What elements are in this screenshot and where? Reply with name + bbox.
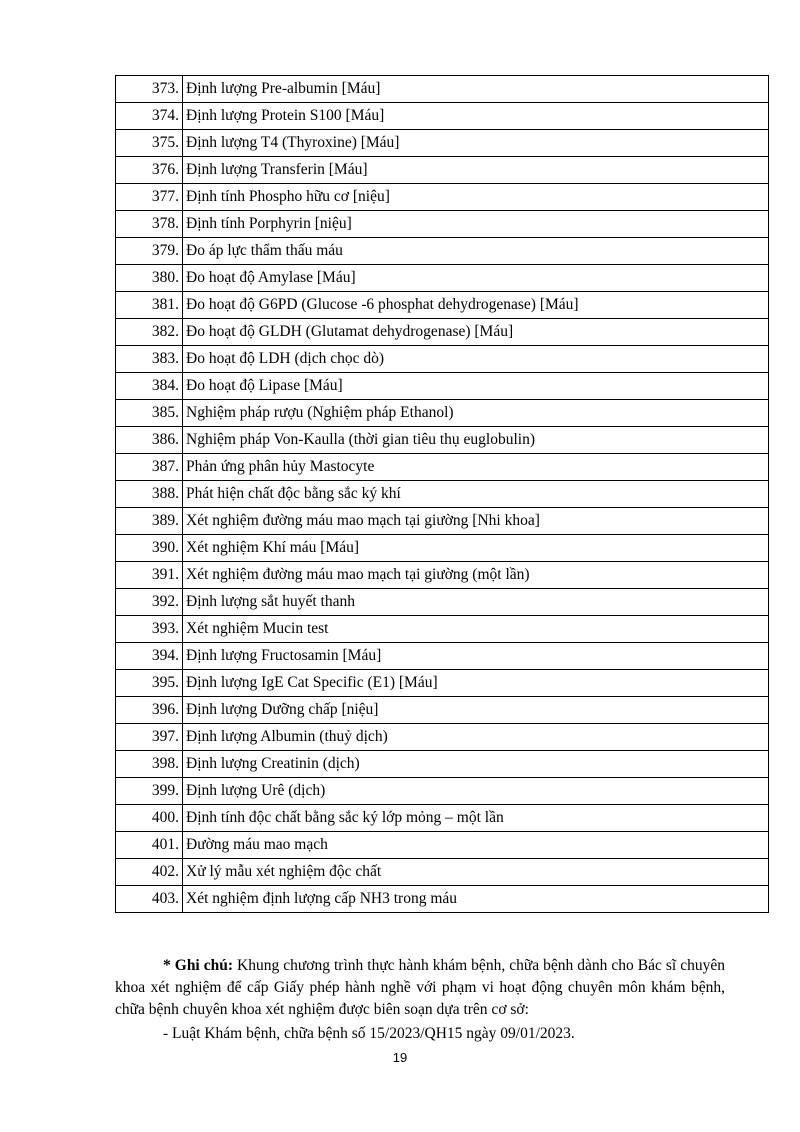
row-procedure-name: Định tính Porphyrin [niệu] <box>183 211 769 238</box>
row-procedure-name: Xét nghiệm định lượng cấp NH3 trong máu <box>183 886 769 913</box>
row-number: 378. <box>116 211 183 238</box>
row-procedure-name: Đo áp lực thẩm thấu máu <box>183 238 769 265</box>
table-row <box>116 832 769 859</box>
row-number: 382. <box>116 319 183 346</box>
row-number: 390. <box>116 535 183 562</box>
row-procedure-name: Định lượng Creatinin (dịch) <box>183 751 769 778</box>
table-row <box>116 886 769 913</box>
table-row <box>116 319 769 346</box>
row-number: 387. <box>116 454 183 481</box>
procedure-table-body <box>116 76 769 913</box>
table-row <box>116 643 769 670</box>
row-procedure-name: Xét nghiệm đường máu mao mạch tại giường [Nhi khoa] <box>183 508 769 535</box>
row-number: 392. <box>116 589 183 616</box>
row-number: 394. <box>116 643 183 670</box>
note-text: Khung chương trình thực hành khám bệnh, chữa bệnh dành cho Bác sĩ chuyên khoa xét nghiệm để cấp Giấy phép hành nghề với phạm vi hoạt động chuyên môn khám bệnh, chữa bệnh chuyên khoa xét nghiệm được biên soạn dựa trên cơ sở: <box>115 957 725 1018</box>
row-number: 385. <box>116 400 183 427</box>
table-row <box>116 373 769 400</box>
row-number: 379. <box>116 238 183 265</box>
table-row <box>116 481 769 508</box>
row-procedure-name: Xét nghiệm Mucin test <box>183 616 769 643</box>
row-number: 393. <box>116 616 183 643</box>
table-row <box>116 859 769 886</box>
row-procedure-name: Định tính Phospho hữu cơ [niệu] <box>183 184 769 211</box>
row-number: 395. <box>116 670 183 697</box>
table-row <box>116 805 769 832</box>
row-number: 403. <box>116 886 183 913</box>
table-row <box>116 346 769 373</box>
note-label: * Ghi chú: <box>163 957 234 974</box>
row-number: 402. <box>116 859 183 886</box>
row-procedure-name: Đo hoạt độ Amylase [Máu] <box>183 265 769 292</box>
row-number: 374. <box>116 103 183 130</box>
row-number: 398. <box>116 751 183 778</box>
note-section <box>115 955 725 1045</box>
table-row <box>116 400 769 427</box>
row-number: 373. <box>116 76 183 103</box>
table-row <box>116 130 769 157</box>
table-row <box>116 238 769 265</box>
row-number: 386. <box>116 427 183 454</box>
row-procedure-name: Đường máu mao mạch <box>183 832 769 859</box>
table-row <box>116 778 769 805</box>
table-row <box>116 562 769 589</box>
row-procedure-name: Định lượng Albumin (thuỷ dịch) <box>183 724 769 751</box>
row-number: 396. <box>116 697 183 724</box>
note-paragraph <box>115 955 725 1021</box>
note-bullet: - Luật Khám bệnh, chữa bệnh số 15/2023/QH15 ngày 09/01/2023. <box>163 1025 575 1042</box>
row-procedure-name: Xét nghiệm đường máu mao mạch tại giường (một lần) <box>183 562 769 589</box>
row-procedure-name: Phản ứng phân hủy Mastocyte <box>183 454 769 481</box>
row-procedure-name: Định lượng Urê (dịch) <box>183 778 769 805</box>
row-procedure-name: Đo hoạt độ LDH (dịch chọc dò) <box>183 346 769 373</box>
table-row <box>116 265 769 292</box>
row-procedure-name: Phát hiện chất độc bằng sắc ký khí <box>183 481 769 508</box>
row-number: 380. <box>116 265 183 292</box>
row-procedure-name: Nghiệm pháp rượu (Nghiệm pháp Ethanol) <box>183 400 769 427</box>
row-number: 384. <box>116 373 183 400</box>
row-procedure-name: Định lượng Transferin [Máu] <box>183 157 769 184</box>
row-number: 377. <box>116 184 183 211</box>
row-number: 400. <box>116 805 183 832</box>
table-row <box>116 184 769 211</box>
table-row <box>116 535 769 562</box>
row-procedure-name: Định lượng Protein S100 [Máu] <box>183 103 769 130</box>
table-row <box>116 427 769 454</box>
table-row <box>116 157 769 184</box>
table-row <box>116 76 769 103</box>
row-number: 376. <box>116 157 183 184</box>
row-procedure-name: Đo hoạt độ GLDH (Glutamat dehydrogenase) [Máu] <box>183 319 769 346</box>
table-row <box>116 292 769 319</box>
row-procedure-name: Định lượng IgE Cat Specific (E1) [Máu] <box>183 670 769 697</box>
table-row <box>116 589 769 616</box>
row-number: 375. <box>116 130 183 157</box>
row-procedure-name: Định lượng sắt huyết thanh <box>183 589 769 616</box>
table-row <box>116 697 769 724</box>
table-row <box>116 724 769 751</box>
row-procedure-name: Nghiệm pháp Von-Kaulla (thời gian tiêu thụ euglobulin) <box>183 427 769 454</box>
row-procedure-name: Đo hoạt độ Lipase [Máu] <box>183 373 769 400</box>
row-number: 401. <box>116 832 183 859</box>
row-number: 383. <box>116 346 183 373</box>
row-number: 388. <box>116 481 183 508</box>
row-procedure-name: Định lượng Pre-albumin [Máu] <box>183 76 769 103</box>
table-row <box>116 211 769 238</box>
row-procedure-name: Định tính độc chất bằng sắc ký lớp mỏng – một lần <box>183 805 769 832</box>
row-procedure-name: Đo hoạt độ G6PD (Glucose -6 phosphat dehydrogenase) [Máu] <box>183 292 769 319</box>
table-row <box>116 616 769 643</box>
row-number: 391. <box>116 562 183 589</box>
row-number: 381. <box>116 292 183 319</box>
table-row <box>116 751 769 778</box>
row-procedure-name: Định lượng Fructosamin [Máu] <box>183 643 769 670</box>
row-number: 399. <box>116 778 183 805</box>
row-procedure-name: Định lượng T4 (Thyroxine) [Máu] <box>183 130 769 157</box>
row-number: 397. <box>116 724 183 751</box>
table-row <box>116 454 769 481</box>
row-procedure-name: Xử lý mẫu xét nghiệm độc chất <box>183 859 769 886</box>
row-procedure-name: Định lượng Dưỡng chấp [niệu] <box>183 697 769 724</box>
row-procedure-name: Xét nghiệm Khí máu [Máu] <box>183 535 769 562</box>
page-number: 19 <box>392 1050 408 1065</box>
table-row <box>116 508 769 535</box>
procedure-table <box>115 75 769 913</box>
row-number: 389. <box>116 508 183 535</box>
table-row <box>116 103 769 130</box>
table-row <box>116 670 769 697</box>
